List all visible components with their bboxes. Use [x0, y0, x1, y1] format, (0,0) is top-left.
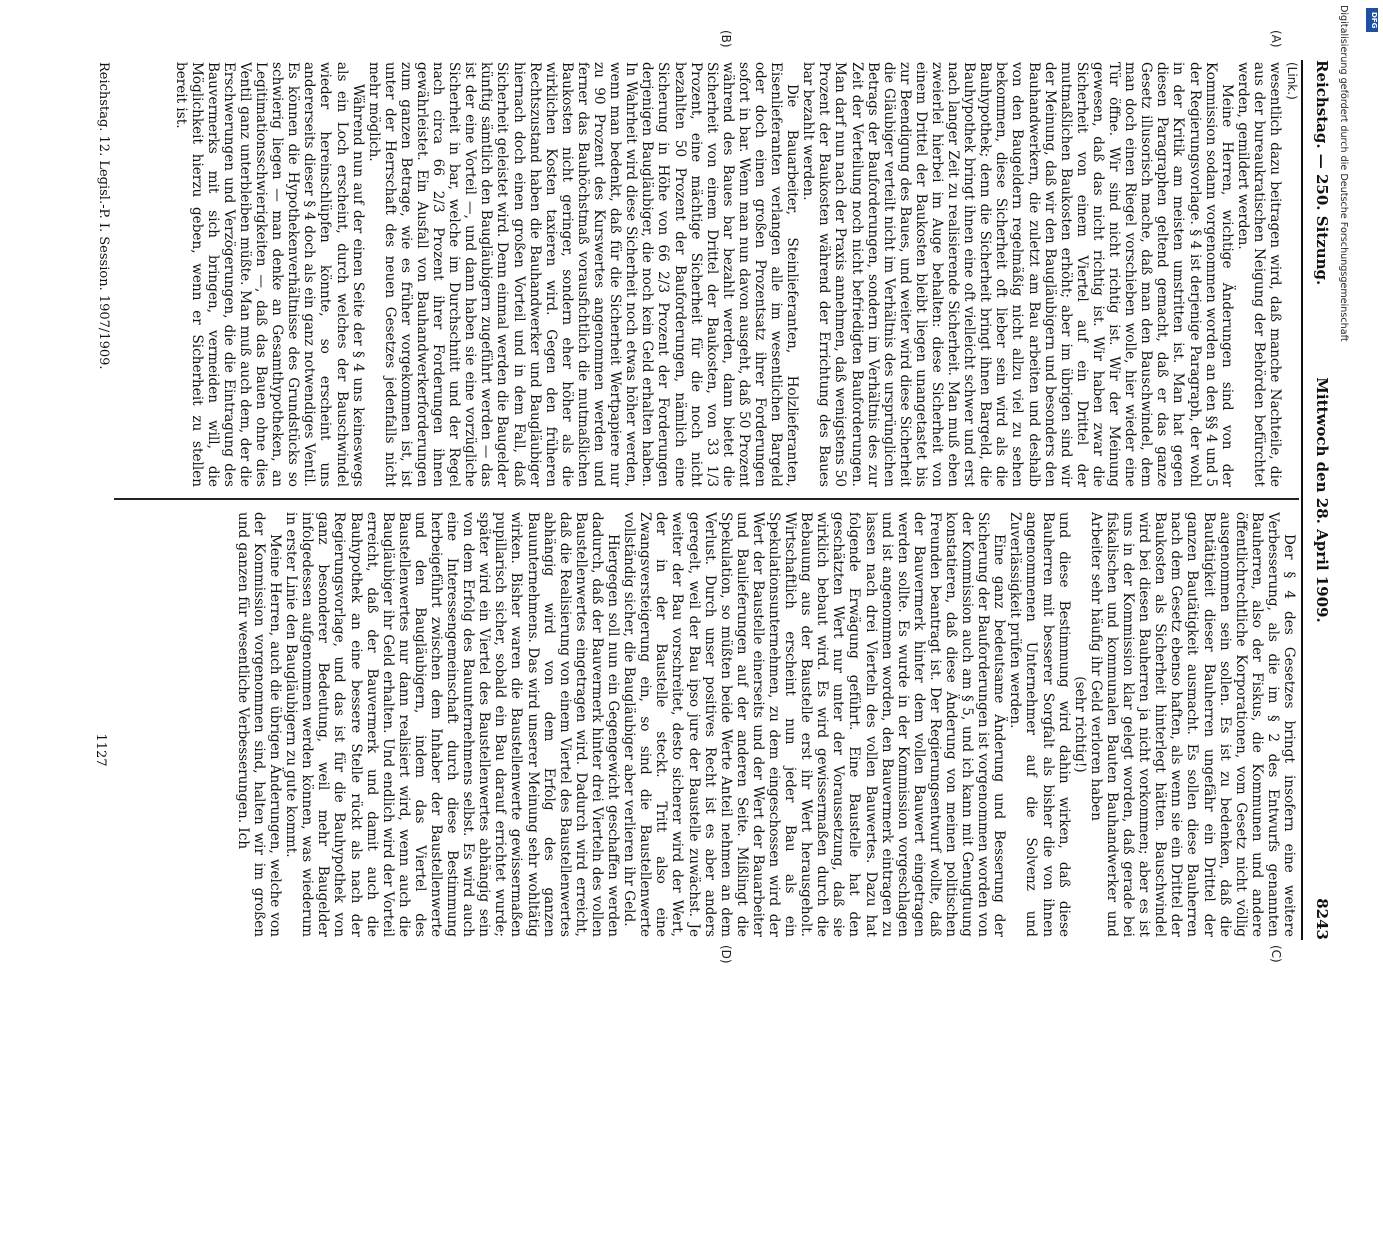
margin-letter-c: (C) — [1269, 945, 1283, 963]
header-left: Reichstag. — 250. Sitzung. — [1313, 60, 1331, 286]
credit-text: Digitalisierung gefördert durch die Deutsche Forschungsgemeinschaft — [1338, 5, 1349, 342]
paragraph: wesentlich dazu beitragen wird, daß manche Nachteile, die aus der bureaukratischen Neigung der Behörden befürchtet werden, gemildert werden. — [1234, 62, 1283, 487]
digitization-credit — [1325, 5, 1355, 995]
paragraph: Die Bauarbeiter, Steinlieferanten, Holzlieferanten, Eisenlieferanten verlangen alle im wesentlichen Bargeld oder doch einen großen Prozentsatz ihrer Forderungen sofort in bar. Wenn man nun davon ausgeht, daß 50 Prozent während des Baues bar bezahlt werden, dann bietet die Sicherheit von einem Drittel der Baukosten, von 33 1/3 Prozent, eine mächtige Sicherheit für die noch nicht bezahlten 50 Prozent der Bauforderungen, nämlich eine Sicherung in Höhe von 66 2/3 Prozent der Forderungen derjenigen Baugläubiger, die noch kein Geld erhalten haben. In Wahrheit wird diese Sicherheit noch etwas höher werden, wenn man bedenkt, daß für die Sicherheit Wertpapiere nur zu 90 Prozent des Kurswertes angenommen werden und ferner das Bauhöchstmaß vorausfichtlich die mutmaßlichen Baukosten nicht geringer, sondern eher höher als die wirklichen Kosten taxieren wird. Gegen den früheren Rechtszustand haben die Bauhandwerker und Baugläubiger hiernach doch einen großen Vorteil und in dem Fall, daß Sicherheit geleistet wird. Denn einmal werden die Baugelder künftig sämtlich den Baugläubigern zugeführt werden — das ist der eine Vorteil —, und dann haben sie eine vorzügliche Sicherheit in bar, welche im Durchschnitt und der Regel nach circa 66 2/3 Prozent ihrer Forderungen ihnen gewährleistet. Ein Ausfall von Bauhandwerkerforderungen zum ganzen Betrage, wie es früher vorgekommen ist, ist unter der Herrschaft des neuen Gesetzes jedenfalls nicht mehr möglich. — [365, 62, 801, 487]
margin-letter-d: (D) — [719, 945, 733, 964]
paragraph: Während nun auf der einen Seite der § 4 uns keineswegs als ein Loch erscheint, durch welches der Bauschwindel wieder hereinschlüpfen könnte, so erscheint uns andererseits dieser § 4 doch als ein ganz notwendiges Ventil. Es können die Hypothekenverhältnisse des Grundstücks so schwierig liegen — man denke an Gesamthypotheken, an Legitimationsschwierigkeiten —, daß das Bauen ohne dies Ventil ganz unterbleiben müßte. Man muß auch dem, der die Erschwerungen und Verzögerungen, die die Eintragung des Bauvermerks mit sich bringen, vermeiden will, die Möglichkeit hierzu geben, wenn er Sicherheit zu stellen bereit ist. — [172, 62, 366, 487]
margin-letter-a: (A) — [1269, 30, 1283, 48]
paragraph: Der § 4 des Gesetzes bringt insofern eine weitere Verbesserung, als die im § 2 des Entwurfs genannten Bauherren, also der Fiskus, die Kommunen und andere öffentlichrechtliche Korporationen, vom Gesetz nicht völlig ausgenommen sein sollen. Es ist zu bedenken, daß die Bautätigkeit dieser Bauherren ungefähr ein Drittel der ganzen Bautätigkeit ausmacht. Es sollen diese Bauherren nach dem Gesetz ebenso haften, als wenn sie ein Drittel der Baukosten als Sicherheit hinterlegt hätten. Bauschwindel wird bei diesen Bauherren ja nicht vorkommen; aber es ist uns in der Kommission klar gelegt worden, daß gerade bei fiskalischen und kommunalen Bauten Bauhandwerker und Arbeiter sehr häufig ihr Geld verloren haben — [1087, 512, 1297, 937]
footer-session: Reichstag. 12. Legisl.-P. I. Session. 1907/1909. — [96, 62, 111, 370]
header-date: Mittwoch den 28. April 1909. — [1313, 377, 1331, 623]
paragraph: Eine ganz bedeutsame Änderung und Besserung der Sicherung der Bauforderungen ist vorgenommen worden von der Kommission auch am § 5, und ich kann mit Genugtuung konstatieren, daß diese Änderung von meinen politischen Freunden beantragt ist. Der Regierungsentwurf wollte, daß der Bauvermerk hinter dem vollen Bauwert eingetragen werden sollte. Es wurde in der Kommission vorgeschlagen und ist angenommen worden, den Bauvermerk eintragen zu lassen nach drei Vierteln des vollen Bauwertes. Dazu hat folgende Erwägung geführt. Eine Baustelle hat den geschätzten Wert nur unter der Voraussetzung, daß sie wirklich bebaut wird. Es wird gewissermaßen durch die Bebauung aus der Baustelle erst ihr Wert herausgeholt. Wirtschaftlich erscheint nun jeder Bau als ein Spekulationsunternehmen, zu dem eingeschossen wird der Wert der Baustelle einerseits und der Wert der Bauarbeiter und Baulieferungen auf der anderen Seite. Mißlingt die Spekulation, so müßten beide Werte Anteil nehmen an dem Verlust. Durch unser positives Recht ist es aber anders geregelt, weil der Bau ipso jure der Baustelle zuwächst. Je weiter der Bau vorschreitet, desto sicherer wird der Wert, der in der Baustelle steckt. Tritt also eine Zwangsversteigerung ein, so sind die Baustellenwerte vollständig sicher, die Baugläubiger aber verlieren ihr Geld. — [621, 512, 1008, 937]
right-column — [117, 512, 1297, 937]
left-column — [103, 62, 1283, 487]
paragraph: Hiergegen soll nun ein Gegengewicht geschaffen werden dadurch, daß der Bauvermerk hinter drei Vierteln des vollen Baustellenwertes eingetragen wird. Dadurch wird erreicht, daß die Realisierung von einem Viertel des Baustellenwertes abhängig wird von dem Erfolg des ganzen Bauunternehmens. Das wird unserer Meinung sehr wohltätig wirken. Bisher waren die Baustellenwerte gewissermaßen pupillarisch sicher, sobald ein Bau darauf errichtet wurde; später wird ein Viertel des Baustellenwertes abhängig sein von dem Erfolg des Bauunternehmens selbst. Es wird auch eine Interessengemeinschaft durch diese Bestimmung herbeigeführt zwischen dem Inhaber der Baustellenwerte und den Baugläubigern, indem das Viertel des Baustellenwertes nur dann realisiert wird, wenn auch die Baugläubiger ihr Geld erhalten. Und endlich wird der Vorteil erreicht, daß der Bauvermerk und damit auch die Bauhypothek an eine bessere Stelle rückt als nach der Regierungsvorlage, und das ist für die Bauhypothek von ganz besonderer Bedeutung, weil mehr Baugelder infolgedessen aufgenommen werden können, was wiederum in erster Linie den Baugläubigern zu gute kommt. — [283, 512, 622, 937]
interjection: (sehr richtig!) — [1071, 676, 1088, 773]
paragraph: Meine Herren, wichtige Änderungen sind von der Kommission sodann vorgenommen worden an den §§ 4 und 5 der Regierungsvorlage. § 4 ist derjenige Paragraph, der wohl in der Kritik am meisten umstritten ist. Man hat gegen diesen Paragraphen geltend gemacht, daß er das ganze Gesetz illusorisch mache, daß man den Bauschwindel, dem man doch einen Riegel vorschieben wolle, hier wieder eine Tür öffne. Wir sind nicht richtig ist. Wir der Meinung gewesen, daß das nicht richtig ist. Wir haben zwar die Sicherheit von einem Viertel auf ein Drittel der mutmaßlichen Baukosten erhöht; aber im übrigen sind wir der Meinung, daß wir den Baugläubigern und besonders den Bauhandwerkern, die zuletzt am Bau arbeiten und deshalb von den Baugeldern regelmäßig nicht allzu viel zu sehen bekommen, diese Sicherheit oft lieber sein wird als die Bauhypothek; denn die Sicherheit bringt ihnen Bargeld, die Bauhypothek bringt ihnen eine oft vielleicht schwer und erst nach langer Zeit zu realisierende Sicherheit. Man muß eben zweierlei hierbei im Auge behalten: diese Sicherheit von einem Drittel der Baukosten bleibt liegen unangetastet bis zur Beendigung des Baues, und weiter wird diese Sicherheit die Gläubiger verteilt nicht im Verhältnis des ursprünglichen Betrags der Bauforderungen, sondern im Verhältnis des zur Zeit der Verteilung noch nicht befriedigten Bauforderungen. Man darf nun nach der Praxis annehmen, daß wenigstens 50 Prozent der Baukosten während der Errichtung des Baues bar bezahlt werden. — [800, 62, 1235, 487]
paragraph: und diese Bestimmung wird dahin wirken, daß diese Bauherren mit besserer Sorgfalt als bisher die von ihnen angenommenen Unternehmer auf die Solvenz und Zuverlässigkeit prüfen werden. — [1007, 512, 1072, 937]
column-divider — [114, 498, 1299, 500]
paragraph: Meine Herren, auch die übrigen Änderungen, welche von der Kommission vorgenommen sind, halten wir im großen und ganzen für wesentliche Verbesserungen. Ich — [234, 512, 284, 937]
header-page-number: 8243 — [1313, 898, 1331, 940]
header-rule — [1301, 60, 1303, 940]
footer-sheet-number: 1127 — [93, 733, 108, 767]
margin-letter-b: (B) — [719, 30, 733, 48]
margin-tag-link: (Link.) — [1285, 62, 1299, 100]
dfg-logo: DFG — [1366, 8, 1378, 32]
